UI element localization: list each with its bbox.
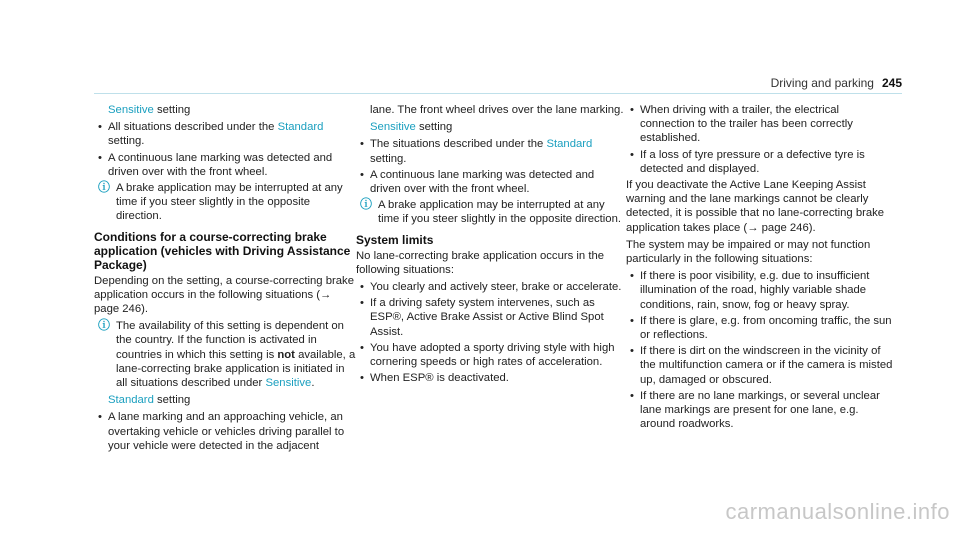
list-item: • When driving with a trailer, the electrical connection to the trailer has been correctly established.	[626, 103, 896, 146]
paragraph: Depending on the setting, a course-correcting brake application occurs in the following situations (→ page 246).	[94, 274, 354, 316]
sensitive-link[interactable]: Sensitive	[370, 121, 416, 134]
list-item: • If there is glare, e.g. from oncoming traffic, the sun or reflections.	[626, 314, 896, 342]
list-item: • If there is poor visibility, e.g. due to insufficient illumination of the road, highly variable shade conditions, rain, snow, fog or heavy spray.	[626, 269, 896, 312]
limits-list-cont	[626, 103, 896, 176]
note: ⓘ A brake application may be interrupted at any time if you steer slightly in the opposite direction.	[360, 197, 622, 226]
paragraph: If you deactivate the Active Lane Keeping Assist warning and the lane markings cannot be clearly detected, it is possible that no lane-correcting brake application takes place (→ page 246).	[626, 179, 885, 234]
note: ⓘ A brake application may be interrupted at any time if you steer slightly in the opposite direction.	[98, 180, 343, 223]
list-item: • You have adopted a sporty driving style with high cornering speeds or high rates of acceleration.	[356, 341, 624, 369]
page-header	[771, 76, 902, 90]
info-icon: ⓘ	[360, 197, 373, 212]
paragraph: The system may be impaired or may not function particularly in the following situations:	[626, 238, 871, 266]
list-item: • A continuous lane marking was detected and driven over with the front wheel.	[94, 151, 356, 179]
sensitive-setting-title: Sensitive setting	[370, 121, 453, 134]
paragraph: lane. The front wheel drives over the lane marking.	[370, 104, 624, 116]
list-item: • If a loss of tyre pressure or a defective tyre is detected and displayed.	[626, 148, 896, 176]
sensitive-setting-title: Sensitive setting	[108, 104, 191, 116]
section-heading: System limits	[356, 232, 434, 247]
info-icon: ⓘ	[98, 318, 111, 333]
info-icon: ⓘ	[98, 180, 111, 195]
standard-setting-title: Standard setting	[108, 394, 191, 407]
list-item: • A lane marking and an approaching vehicle, an overtaking vehicle or vehicles driving parallel to your vehicle were detected in the adjacent	[94, 410, 356, 453]
sensitive-link[interactable]: Sensitive	[265, 377, 312, 390]
sensitive-list	[356, 137, 624, 196]
list-item: • All situations described under the Standard setting.	[94, 120, 356, 148]
section-title: Driving and parking	[770, 76, 874, 90]
limits-list	[356, 280, 624, 385]
list-item: • A continuous lane marking was detected and driven over with the front wheel.	[356, 168, 624, 196]
section-heading: Conditions for a course-correcting brake application (vehicles with Driving Assistance Package)	[94, 229, 351, 272]
list-item: • The situations described under the Standard setting.	[356, 137, 624, 165]
watermark: carmanualsonline.info	[725, 499, 950, 524]
note: ⓘ The availability of this setting is dependent on the country. If the function is activated in countries in which this setting is not available, a lane-correcting brake application is initiated in all situations described under Sensitive.	[98, 318, 356, 390]
paragraph: No lane-correcting brake application occurs in the following situations:	[356, 249, 605, 276]
column-2	[356, 103, 624, 387]
column-1	[94, 103, 356, 455]
column-3	[626, 103, 896, 433]
sensitive-list	[94, 120, 356, 179]
standard-link[interactable]: Standard	[108, 394, 154, 407]
list-item: • When ESP® is deactivated.	[356, 371, 624, 385]
standard-link[interactable]: Standard	[546, 138, 593, 151]
standard-list	[94, 410, 356, 453]
sensitive-link[interactable]: Sensitive	[108, 104, 154, 116]
list-item: • You clearly and actively steer, brake or accelerate.	[356, 280, 624, 294]
impairment-list	[626, 269, 896, 431]
list-item: • If a driving safety system intervenes, such as ESP®, Active Brake Assist or Active Blind Spot Assist.	[356, 296, 624, 339]
header-rule	[94, 93, 902, 94]
page-number: 245	[881, 76, 902, 90]
list-item: • If there is dirt on the windscreen in the vicinity of the multifunction camera or if the camera is misted up, damaged or obscured.	[626, 344, 896, 387]
standard-link[interactable]: Standard	[277, 121, 324, 134]
list-item: • If there are no lane markings, or several unclear lane markings are present for one lane, e.g. around roadworks.	[626, 389, 896, 432]
